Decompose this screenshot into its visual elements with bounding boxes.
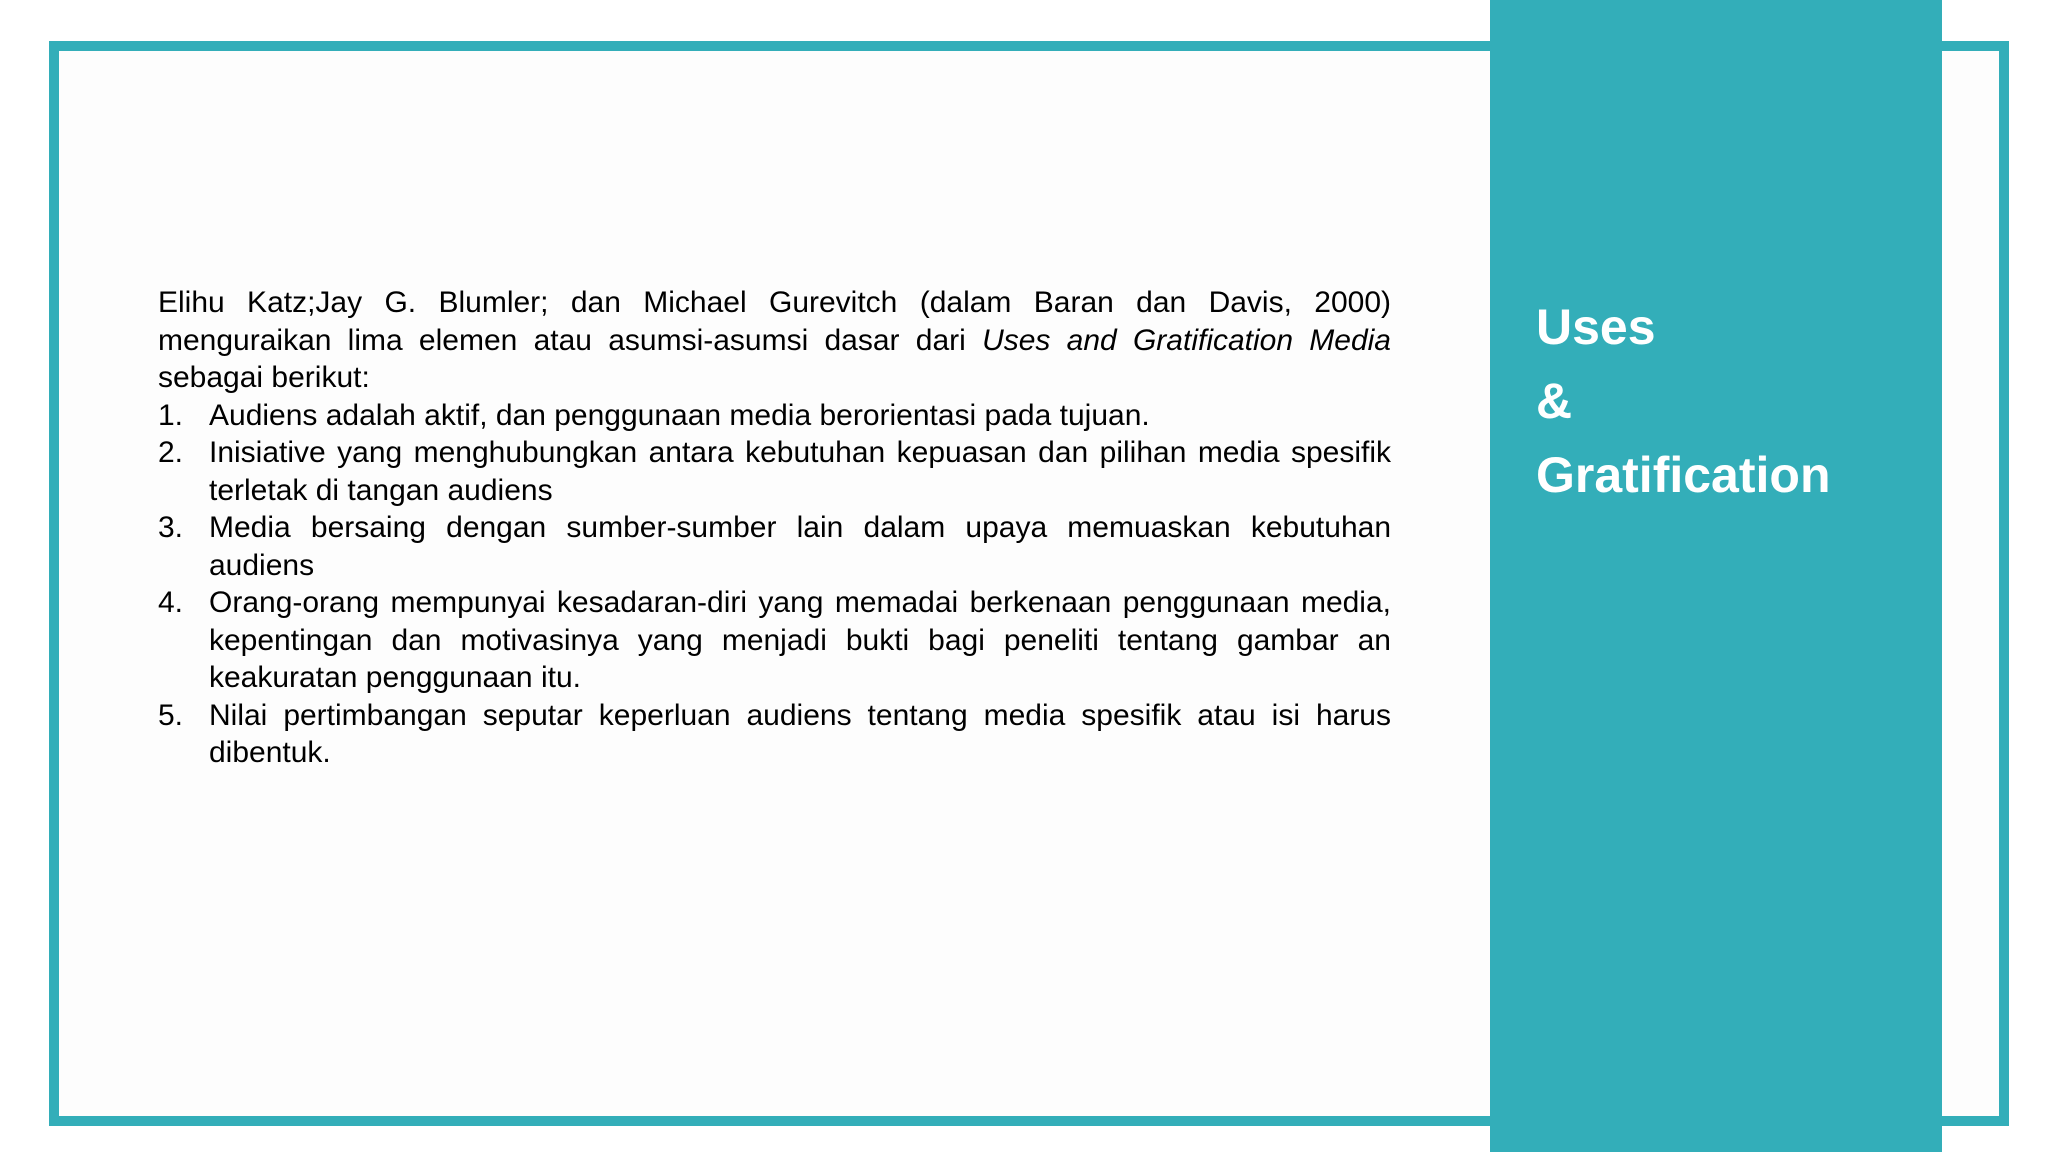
title-line-ampersand: & xyxy=(1536,373,1573,429)
list-item-number: 1. xyxy=(158,398,184,432)
intro-italic-term: Uses and Gratification Media xyxy=(982,323,1391,357)
list-item xyxy=(158,697,1391,772)
list-item-number: 3. xyxy=(158,511,184,544)
list-item-text: Media bersaing dengan sumber-sumber lain dalam upaya memuaskan kebutuhan audiens xyxy=(209,511,1391,582)
list-item xyxy=(158,509,1391,584)
title-panel xyxy=(1490,0,1942,1152)
list-item-text: Inisiative yang menghubungkan antara kebutuhan kepuasan dan pilihan media spesifik terletak di tangan audiens xyxy=(209,436,1391,507)
slide-title xyxy=(1536,290,1830,512)
slide-body xyxy=(158,284,1391,772)
list-item xyxy=(158,397,1391,435)
title-line-gratification: Gratification xyxy=(1536,447,1831,503)
intro-text-end: sebagai berikut: xyxy=(158,361,370,394)
title-line-uses: Uses xyxy=(1536,299,1656,355)
list-item xyxy=(158,584,1391,697)
list-item-text: Nilai pertimbangan seputar keperluan audiens tentang media spesifik atau isi harus dibentuk. xyxy=(209,698,1391,769)
intro-text: Elihu Katz;Jay G. Blumler; dan Michael Gurevitch (dalam Baran dan Davis, 2000) menguraikan lima elemen atau asumsi-asumsi dasar dari xyxy=(158,286,1391,357)
intro-paragraph xyxy=(158,284,1391,397)
list-item-text: Audiens adalah aktif, dan penggunaan media berorientasi pada tujuan. xyxy=(209,398,1150,432)
list-item-text: Orang-orang mempunyai kesadaran-diri yang memadai berkenaan penggunaan media, kepentingan dan motivasinya yang menjadi bukti bagi peneliti tentang gambar an keakuratan penggunaan itu. xyxy=(209,586,1391,694)
list-item-number: 5. xyxy=(158,698,184,732)
list-item-number: 4. xyxy=(158,586,184,619)
list-item xyxy=(158,434,1391,509)
assumptions-list xyxy=(158,397,1391,772)
list-item-number: 2. xyxy=(158,436,184,469)
